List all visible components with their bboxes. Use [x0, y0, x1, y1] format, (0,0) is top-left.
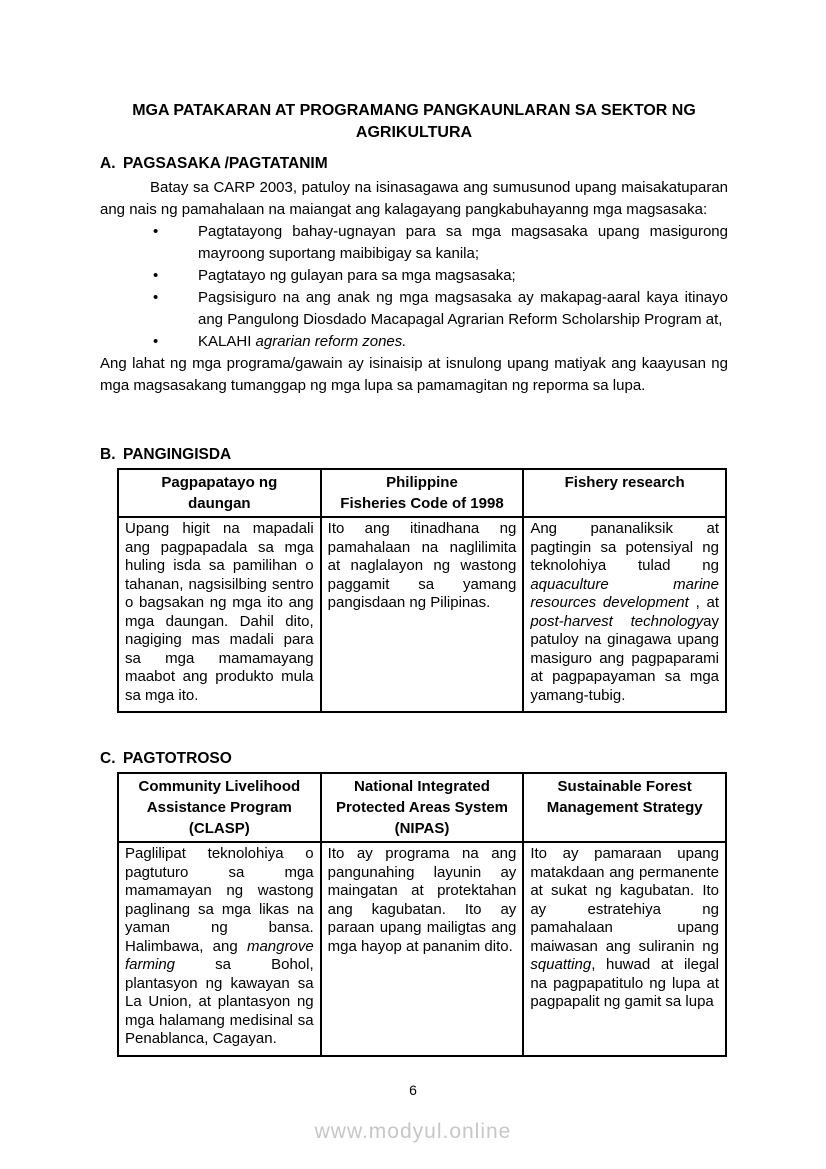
- pagtotroso-table: [117, 772, 727, 1057]
- section-pangingisda: [100, 444, 728, 713]
- pangingisda-table: [117, 468, 727, 713]
- section-a-heading-text: PAGSASAKA /PAGTATANIM: [123, 155, 328, 172]
- section-c-heading: [100, 748, 728, 770]
- section-a-label: A.: [100, 155, 116, 172]
- bullet-item: • Pagtatayo ng gulayan para sa mga magsasaka;: [198, 265, 728, 287]
- table-cell: Ang pananaliksik at pagtingin sa potensiyal ng teknolohiya tulad ng aquaculture marine resources development , at post-harvest technologyay patuloy na ginagawa upang masiguro ang pagpaparami at pagpapayaman sa mga yamang-tubig.: [523, 517, 726, 712]
- page-number: 6: [409, 1082, 417, 1098]
- bullet-item: • Pagtatayong bahay-ugnayan para sa mga magsasaka upang masigurong mayroong suportang maibibigay sa kanila;: [198, 221, 728, 265]
- bullet-item: • KALAHI agrarian reform zones.: [198, 331, 728, 353]
- section-c-heading-text: PAGTOTROSO: [123, 750, 232, 767]
- section-a-bullet-list: [100, 221, 728, 353]
- section-a-intro-paragraph: Batay sa CARP 2003, patuloy na isinasagawa ang sumusunod upang maisakatuparan ang nais ng pamahalaan na maiangat ang kalagayang pangkabuhayanng mga magsasaka:: [100, 179, 728, 218]
- section-b-label: B.: [100, 446, 116, 463]
- section-a-heading: [100, 153, 728, 175]
- table-header-row: [118, 773, 726, 842]
- section-pagtotroso: [100, 748, 728, 1057]
- table-cell: Paglilipat teknolohiya o pagtuturo sa mga mamamayan ng wastong paglinang sa mga likas na yaman ng bansa. Halimbawa, ang mangrove farming sa Bohol, plantasyon ng kawayan sa La Union, at plantasyon ng mga halamang medisinal sa Penablanca, Cagayan.: [118, 842, 321, 1056]
- header-cell-fisheries-code: Philippine Fisheries Code of 1998: [321, 469, 524, 517]
- header-cell-sfms: Sustainable Forest Management Strategy: [523, 773, 726, 842]
- section-b-heading-text: PANGINGISDA: [123, 446, 232, 463]
- watermark: www.modyul.online: [314, 1120, 512, 1143]
- header-cell-pagpapatayo: Pagpapatayo ng daungan: [118, 469, 321, 517]
- table-cell: Upang higit na mapadali ang pagpapadala sa mga huling isda sa pamilihan o tahanan, nagsisilbing sentro o bagsakan ng mga ito ang mga daungan. Dahil dito, nagiging mas madali para sa mga mamamayang maabot ang produkto mula sa mga ito.: [118, 517, 321, 712]
- section-b-heading: [100, 444, 728, 466]
- document-title: MGA PATAKARAN AT PROGRAMANG PANGKAUNLARAN SA SEKTOR NG AGRIKULTURA: [132, 102, 696, 141]
- table-cell: Ito ay programa na ang pangunahing layunin ay maingatan at protektahan ang kagubatan. Ito ay paraan upang mailigtas ang mga hayop at pananim dito.: [321, 842, 524, 1056]
- section-c-label: C.: [100, 750, 116, 767]
- table-cell: Ito ay pamaraan upang matakdaan ang permanente at sukat ng kagubatan. Ito ay estratehiya ng pamahalaan upang maiwasan ang suliranin ng squatting, huwad at ilegal na pagpapatitulo ng lupa at pagpapalit ng gamit sa lupa: [523, 842, 726, 1056]
- table-row: [118, 517, 726, 712]
- bullet-item: • Pagsisiguro na ang anak ng mga magsasaka ay makapag-aaral kaya itinayo ang Pangulong Diosdado Macapagal Agrarian Reform Scholarship Program at,: [198, 287, 728, 331]
- table-row: [118, 842, 726, 1056]
- header-cell-clasp: Community Livelihood Assistance Program (CLASP): [118, 773, 321, 842]
- section-pagsasaka: [100, 153, 728, 397]
- header-cell-nipas: National Integrated Protected Areas System (NIPAS): [321, 773, 524, 842]
- header-cell-fishery-research: Fishery research: [523, 469, 726, 517]
- table-cell: Ito ang itinadhana ng pamahalaan na naglilimita at naglalayon ng wastong paggamit sa yamang pangisdaan ng Pilipinas.: [321, 517, 524, 712]
- section-a-closing-paragraph: Ang lahat ng mga programa/gawain ay isinaisip at isnulong upang matiyak ang kaayusan ng mga magsasakang tumanggap ng mga lupa sa pamamagitan ng reporma sa lupa.: [100, 355, 728, 394]
- table-header-row: [118, 469, 726, 517]
